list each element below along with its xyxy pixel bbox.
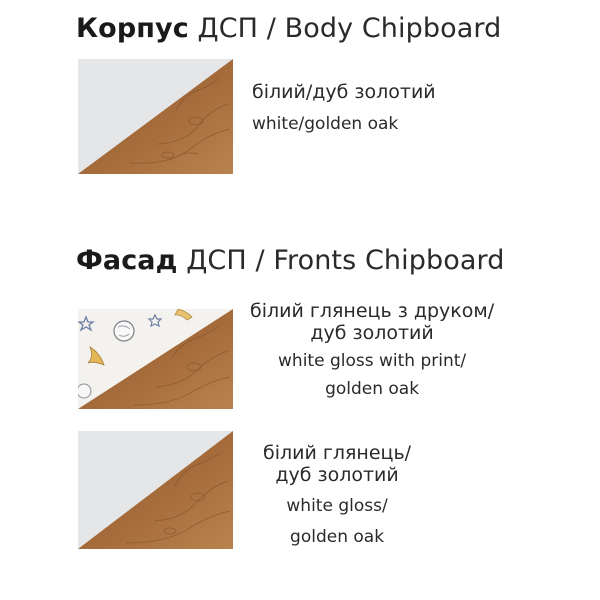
white-golden-oak-swatch bbox=[78, 59, 233, 174]
body-heading-rest: ДСП / Body Chipboard bbox=[197, 13, 502, 44]
fronts-gloss-label bbox=[263, 442, 411, 548]
fronts-gloss-label-ua-1: білий глянець/ bbox=[263, 442, 412, 464]
body-label-ua: білий/дуб золотий bbox=[252, 81, 436, 103]
fronts-print-label-ua-2: дуб золотий bbox=[310, 322, 434, 344]
fronts-print-label-en-1: white gloss with print/ bbox=[278, 351, 467, 371]
body-heading bbox=[76, 13, 501, 44]
fronts-gloss-label-en-2: golden oak bbox=[290, 527, 385, 547]
fronts-print-label-ua-1: білий глянець з друком/ bbox=[250, 300, 495, 322]
planet-icon bbox=[114, 321, 134, 341]
print-golden-oak-swatch bbox=[78, 309, 233, 409]
body-heading-bold: Корпус bbox=[76, 13, 189, 44]
fronts-gloss-label-en-1: white gloss/ bbox=[286, 496, 388, 516]
body-label bbox=[252, 81, 436, 135]
fronts-swatch-gloss bbox=[78, 431, 233, 549]
fronts-print-label-en-2: golden oak bbox=[325, 379, 420, 399]
fronts-heading-bold: Фасад bbox=[76, 245, 178, 276]
fronts-heading bbox=[76, 245, 504, 276]
fronts-gloss-label-ua-2: дуб золотий bbox=[275, 464, 399, 486]
fronts-heading-rest: ДСП / Fronts Chipboard bbox=[186, 245, 505, 276]
planet-icon bbox=[78, 384, 91, 398]
fronts-print-label bbox=[250, 300, 494, 400]
body-swatch bbox=[78, 59, 233, 174]
fronts-swatch-print bbox=[78, 309, 233, 409]
body-label-en: white/golden oak bbox=[252, 114, 399, 134]
gloss-golden-oak-swatch bbox=[78, 431, 233, 549]
